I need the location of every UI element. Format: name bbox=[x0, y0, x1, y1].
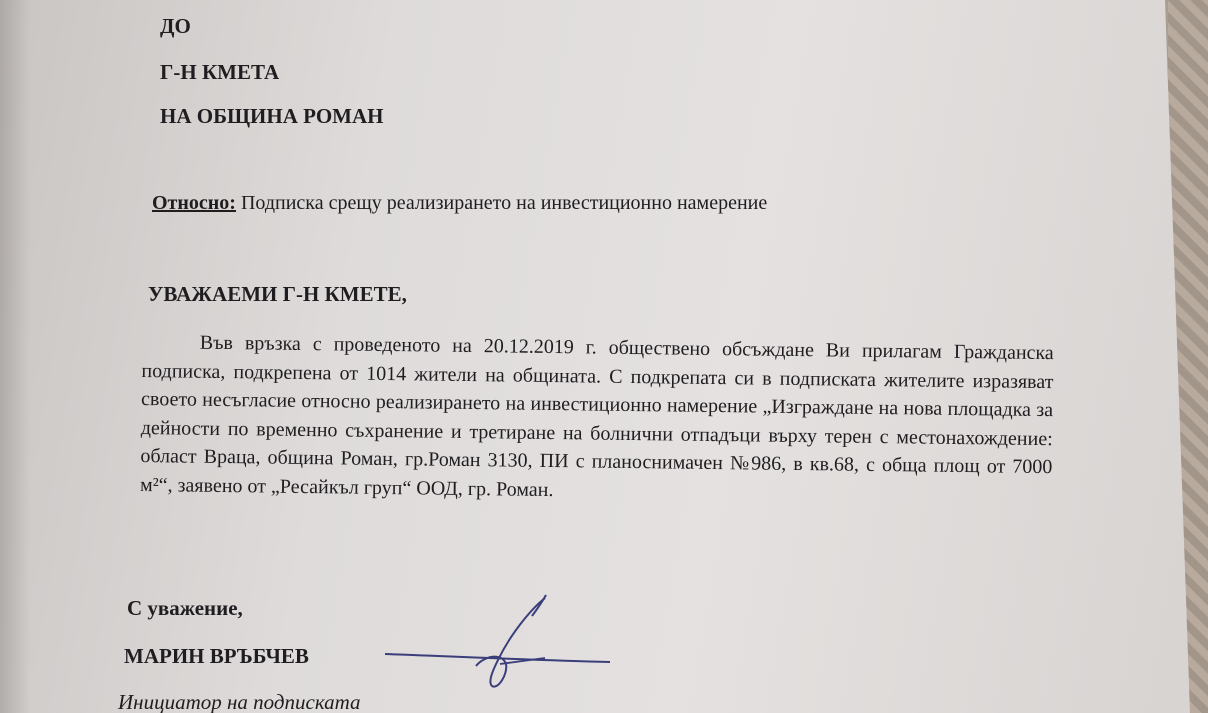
recipient-line-3: НА ОБЩИНА РОМАН bbox=[160, 104, 384, 128]
paper-shadow bbox=[0, 0, 30, 713]
signer-name: МАРИН ВРЪБЧЕВ bbox=[124, 644, 309, 668]
subject-text: Подписка срещу реализирането на инвестиционно намерение bbox=[240, 192, 768, 214]
subject-line bbox=[152, 192, 767, 215]
letter-body: Във връзка с проведеното на 20.12.2019 г. обществено обсъждане Ви прилагам Гражданска подписка, подкрепена от 1014 жители на общината. С подкрепата си в подписката жителите изразяват своето несъгласие относно реализирането на инвестиционно намерение „Изграждане на нова площадка за дейности по временно съхранение и третиране на болнични отпадъци върху терен с местонахождение: област Враца, община Роман, гр.Роман 3130, ПИ с планоснимачен №986, в кв.68, с обща площ от 7000 м²“, заявено от „Ресайкъл груп“ ООД, гр. Роман. bbox=[139, 331, 1054, 501]
greeting: УВАЖАЕМИ Г-Н КМЕТЕ, bbox=[148, 282, 407, 306]
handwritten-signature bbox=[380, 590, 630, 700]
signer-role: Инициатор на подписката bbox=[118, 690, 361, 713]
recipient-line-2: Г-Н КМЕТА bbox=[160, 60, 280, 84]
recipient-line-1: ДО bbox=[160, 14, 191, 38]
closing: С уважение, bbox=[127, 596, 243, 620]
subject-label: Относно: bbox=[152, 192, 236, 214]
